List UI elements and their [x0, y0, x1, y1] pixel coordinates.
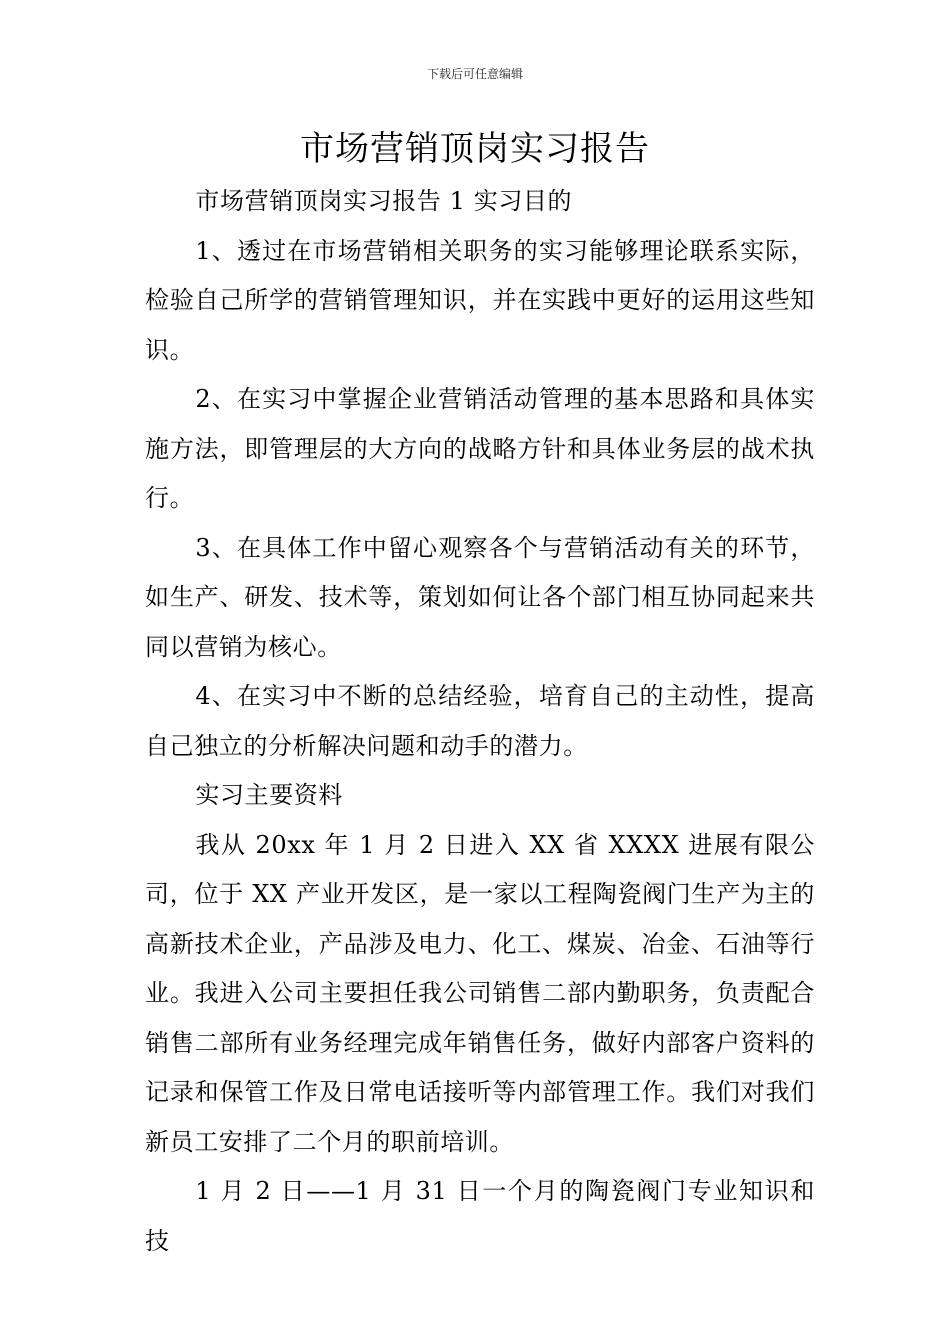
paragraph-item-3: 3、在具体工作中留心观察各个与营销活动有关的环节，如生产、研发、技术等，策划如何让各个部门相互协同起来共同以营销为核心。: [145, 533, 815, 661]
paragraph-company-intro: 我从 20xx 年 1 月 2 日进入 XX 省 XXXX 进展有限公司，位于 XX 产业开发区，是一家以工程陶瓷阀门生产为主的高新技术企业，产品涉及电力、化工、煤炭、冶金、石油等行业。我进入公司主要担任我公司销售二部内勤职务，负责配合销售二部所有业务经理完成年销售任务，做好内部客户资料的记录和保管工作及日常电话接听等内部管理工作。我们对我们新员工安排了二个月的职前培训。: [145, 830, 815, 1156]
paragraph-item-4: 4、在实习中不断的总结经验，培育自己的主动性，提高自己独立的分析解决问题和动手的潜力。: [145, 682, 815, 760]
document-title: 市场营销顶岗实习报告: [300, 129, 650, 169]
section-heading-purpose: 市场营销顶岗实习报告 1 实习目的: [195, 187, 573, 215]
document-body: [145, 177, 815, 1266]
paragraph-item-2: 2、在实习中掌握企业营销活动管理的基本思路和具体实施方法，即管理层的大方向的战略方针和具体业务层的战术执行。: [145, 385, 815, 512]
section-heading-content: 实习主要资料: [195, 781, 343, 809]
header-note: 下载后可任意编辑: [426, 67, 523, 81]
paragraph-item-1: 1、透过在市场营销相关职务的实习能够理论联系实际，检验自己所学的营销管理知识，并在实践中更好的运用这些知识。: [145, 236, 815, 364]
paragraph-training-schedule: 1 月 2 日——1 月 31 日一个月的陶瓷阀门专业知识和技: [145, 1177, 815, 1255]
